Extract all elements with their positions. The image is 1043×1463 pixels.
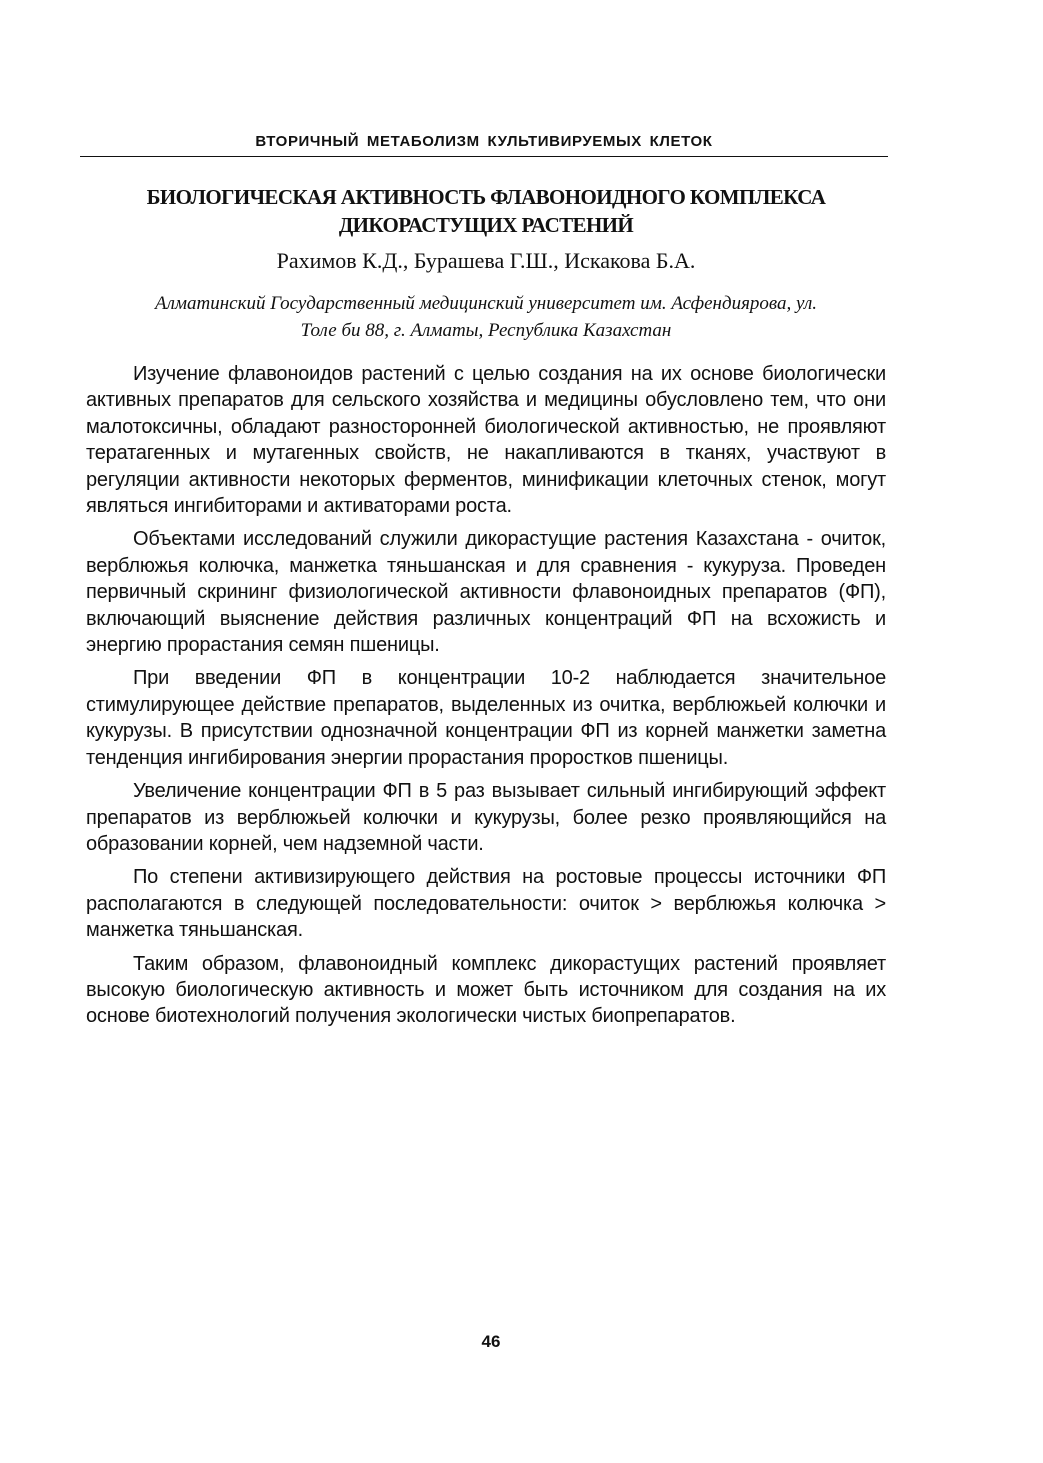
article-title-line-2: ДИКОРАСТУЩИХ РАСТЕНИЙ bbox=[338, 213, 634, 237]
paragraph: Объектами исследований служили дикорастущие растения Казахстана - очиток, верблюжья колючка, манжетка тяньшанская и для сравнения - кукуруза. Проведен первичный скрининг физиологической активности флавоноидных препаратов (ФП), включающий выяснение действия различных концентраций ФП на всхожисть и энергию прорастания семян пшеницы. bbox=[86, 528, 886, 657]
header-rule bbox=[80, 156, 888, 157]
paragraph: Таким образом, флавоноидный комплекс дикорастущих растений проявляет высокую биологическую активность и может быть источником для создания на их основе биотехнологий получения экологически чистых биопрепаратов. bbox=[86, 952, 886, 1028]
article-body bbox=[86, 361, 886, 1037]
affiliation-line-1: Алматинский Государственный медицинский университет им. Асфендиярова, ул. bbox=[155, 293, 817, 314]
affiliation bbox=[86, 290, 886, 344]
page-number: 46 bbox=[481, 1332, 501, 1351]
affiliation-line-2: Толе би 88, г. Алматы, Республика Казахстан bbox=[300, 320, 672, 341]
running-header: ВТОРИЧНЫЙ МЕТАБОЛИЗМ КУЛЬТИВИРУЕМЫХ КЛЕТОК bbox=[255, 133, 713, 150]
paragraph: При введении ФП в концентрации 10-2 наблюдается значительное стимулирующее действие препаратов, выделенных из очитка, верблюжьей колючки и кукурузы. В присутствии однозначной концентрации ФП из корней манжетки заметна тенденция ингибирования энергии прорастания проростков пшеницы. bbox=[86, 667, 886, 769]
authors: Рахимов К.Д., Бурашева Г.Ш., Искакова Б.А. bbox=[276, 248, 696, 273]
paragraph: По степени активизирующего действия на ростовые процессы источники ФП располагаются в следующей последовательности: очиток > верблюжья колючка > манжетка тяньшанская. bbox=[86, 866, 886, 942]
paragraph: Увеличение концентрации ФП в 5 раз вызывает сильный ингибирующий эффект препаратов из верблюжьей колючки и кукурузы, более резко проявляющийся на образовании корней, чем надземной части. bbox=[86, 780, 886, 855]
paragraph: Изучение флавоноидов растений с целью создания на их основе биологически активных препаратов для сельского хозяйства и медицины обусловлено тем, что они малотоксичны, обладают разносторонней биологической активностью, не проявляют тератагенных и мутагенных свойств, не накапливаются в тканях, участвуют в регуляции активности некоторых ферментов, минификации клеточных стенок, могут являться ингибиторами и активаторами роста. bbox=[86, 363, 886, 518]
article-title bbox=[60, 183, 912, 239]
article-title-line-1: БИОЛОГИЧЕСКАЯ АКТИВНОСТЬ ФЛАВОНОИДНОГО КОМПЛЕКСА bbox=[146, 185, 826, 209]
